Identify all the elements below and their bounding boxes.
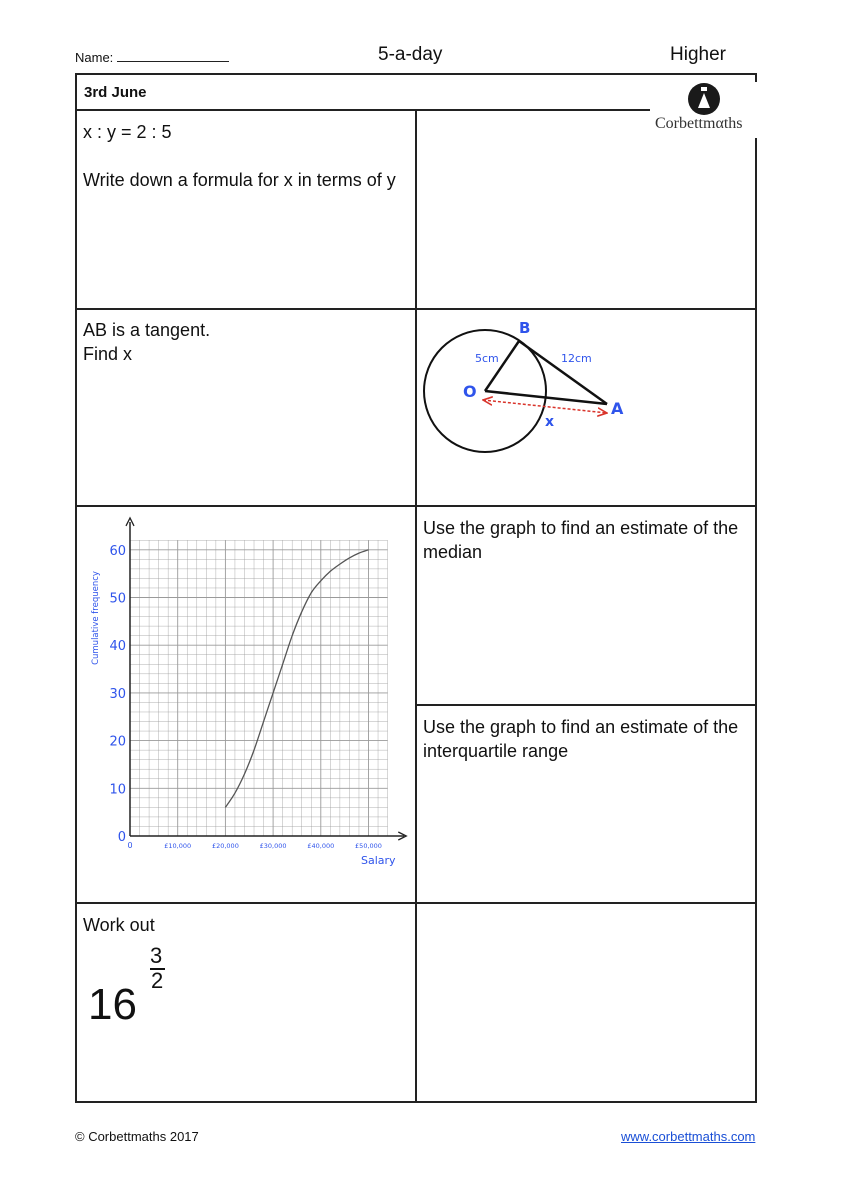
corbettmaths-logo [650, 82, 758, 138]
y-tick-label: 50 [109, 591, 126, 607]
q1-question: Write down a formula for x in terms of y [83, 170, 396, 190]
y-axis-label: Cumulative frequency [91, 571, 101, 665]
power-exponent-numerator: 3 [150, 943, 163, 968]
q2-question [83, 318, 210, 366]
q2-line2: Find x [83, 344, 133, 364]
x-tick-label: £10,000 [164, 842, 192, 850]
worksheet-title: 5-a-day [378, 44, 443, 65]
label-radius: 5cm [475, 352, 499, 365]
q2-line1: AB is a tangent. [83, 320, 211, 340]
x-tick-label: £40,000 [307, 842, 335, 850]
grid-border-top [75, 73, 757, 75]
y-tick-label: 10 [109, 782, 126, 798]
logo-text: Corbettmαths [655, 115, 743, 132]
q3-question: Use the graph to find an estimate of the median [423, 518, 739, 562]
name-label: Name: [75, 50, 114, 65]
cumulative-frequency-graph [84, 510, 414, 872]
x-axis-label: Salary [361, 854, 396, 867]
q1-ratio: x : y = 2 : 5 [83, 122, 172, 142]
x-origin-label: 0 [127, 841, 133, 850]
label-b: B [519, 319, 531, 337]
power-exponent-denominator: 2 [151, 968, 164, 993]
tangent-diagram [417, 310, 755, 506]
label-x: x [545, 414, 555, 430]
radius-ob [485, 341, 519, 391]
name-field [75, 50, 229, 65]
tangent-ab [519, 341, 607, 404]
grid-border-right [755, 73, 757, 1103]
chart-tick-labels [109, 544, 381, 850]
grid-divider-row3-right [415, 704, 757, 706]
y-tick-label: 30 [109, 686, 126, 702]
q4-question: Use the graph to find an estimate of the interquartile range [423, 717, 739, 761]
y-tick-label: 20 [109, 734, 126, 750]
name-blank-line [117, 51, 229, 62]
chart-grid [130, 540, 388, 836]
footer-copyright: © Corbettmaths 2017 [75, 1129, 199, 1144]
q5-question: Work out [83, 915, 155, 935]
corbettmaths-logo-icon [686, 82, 722, 116]
grid-border-left [75, 73, 77, 1103]
x-tick-label: £20,000 [211, 842, 239, 850]
label-a: A [611, 399, 624, 418]
worksheet-level: Higher [670, 44, 726, 65]
x-tick-label: £50,000 [355, 842, 382, 850]
footer-link[interactable]: www.corbettmaths.com [621, 1129, 756, 1144]
label-o: O [463, 382, 477, 401]
y-tick-label: 40 [109, 639, 126, 655]
grid-divider-center [415, 109, 417, 1102]
worksheet-date: 3rd June [84, 84, 147, 101]
cumulative-frequency-curve [225, 550, 368, 808]
x-tick-label: £30,000 [259, 842, 287, 850]
power-base: 16 [88, 980, 137, 1029]
y-tick-label: 0 [117, 830, 126, 845]
label-tangent-length: 12cm [561, 352, 592, 365]
y-tick-label: 60 [109, 543, 126, 559]
chart-series [225, 550, 368, 808]
